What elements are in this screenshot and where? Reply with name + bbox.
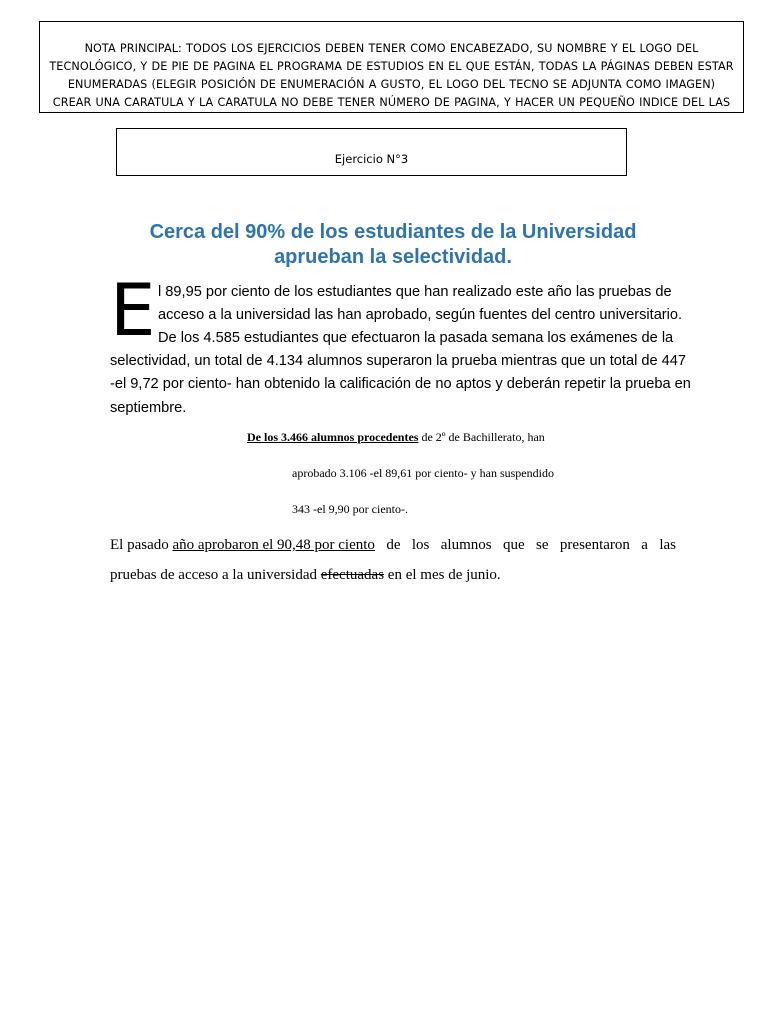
headline-line-1: Cerca del 90% de los estudiantes de la Universidad: [149, 221, 637, 243]
article-headline: [110, 220, 676, 270]
quote-line-3: 343 -el 9,90 por ciento-.: [292, 502, 408, 516]
note-line: CREAR UNA CARATULA Y LA CARATULA NO DEBE TENER NÚMERO DE PAGINA, Y HACER UN PEQUEÑO INDICE DEL LAS: [52, 96, 731, 109]
closing-start: El pasado: [110, 537, 173, 553]
exercise-box: [116, 128, 627, 176]
closing-line-2: [110, 567, 501, 584]
note-line: NOTA PRINCIPAL: TODOS LOS EJERCICIOS DEBEN TENER COMO ENCABEZADO, SU NOMBRE Y EL LOGO DEL: [84, 42, 699, 55]
exercise-label: Ejercicio N°3: [334, 152, 409, 166]
article-line: septiembre.: [110, 400, 187, 416]
quote-line-1: [247, 430, 545, 445]
article-line: selectividad, un total de 4.134 alumnos superaron la prueba mientras que un total de 447: [110, 353, 687, 369]
headline-line-2: aprueban la selectividad.: [274, 246, 512, 268]
quote-bold-text: De los 3.466 alumnos procedentes: [247, 430, 419, 444]
quote-line-2: aprobado 3.106 -el 89,61 por ciento- y han suspendido: [292, 466, 554, 480]
article-line: -el 9,72 por ciento- han obtenido la calificación de no aptos y deberán repetir la prueba en: [110, 376, 691, 392]
closing-line-1: [110, 537, 676, 554]
article-line: l 89,95 por ciento de los estudiantes que han realizado este año las pruebas de: [158, 284, 672, 300]
note-text: [48, 40, 735, 112]
closing-underlined: año aprobaron el 90,48 por ciento: [172, 537, 375, 553]
note-line: TECNOLÓGICO, Y DE PIE DE PAGINA EL PROGRAMA DE ESTUDIOS EN EL QUE ESTÁN, TODAS LA PÁGINAS DEBEN ESTAR: [49, 60, 734, 73]
note-box: [39, 21, 744, 113]
drop-cap: E: [110, 268, 156, 352]
quote-rest-text: de 2º de Bachillerato, han: [418, 430, 545, 444]
closing-struck: efectuadas: [320, 567, 385, 583]
closing-p2-start: pruebas de acceso a la universidad: [110, 567, 321, 583]
closing-end: de los alumnos que se presentaron a las: [374, 537, 676, 553]
article-line: De los 4.585 estudiantes que efectuaron la pasada semana los exámenes de la: [158, 330, 674, 346]
article-line: acceso a la universidad las han aprobado, según fuentes del centro universitario.: [158, 307, 683, 323]
closing-p2-end: en el mes de junio.: [384, 567, 501, 583]
note-line: ENUMERADAS (ELEGIR POSICIÓN DE ENUMERACIÓN A GUSTO, EL LOGO DEL TECNO SE ADJUNTA COMO IMAGEN): [67, 78, 716, 91]
